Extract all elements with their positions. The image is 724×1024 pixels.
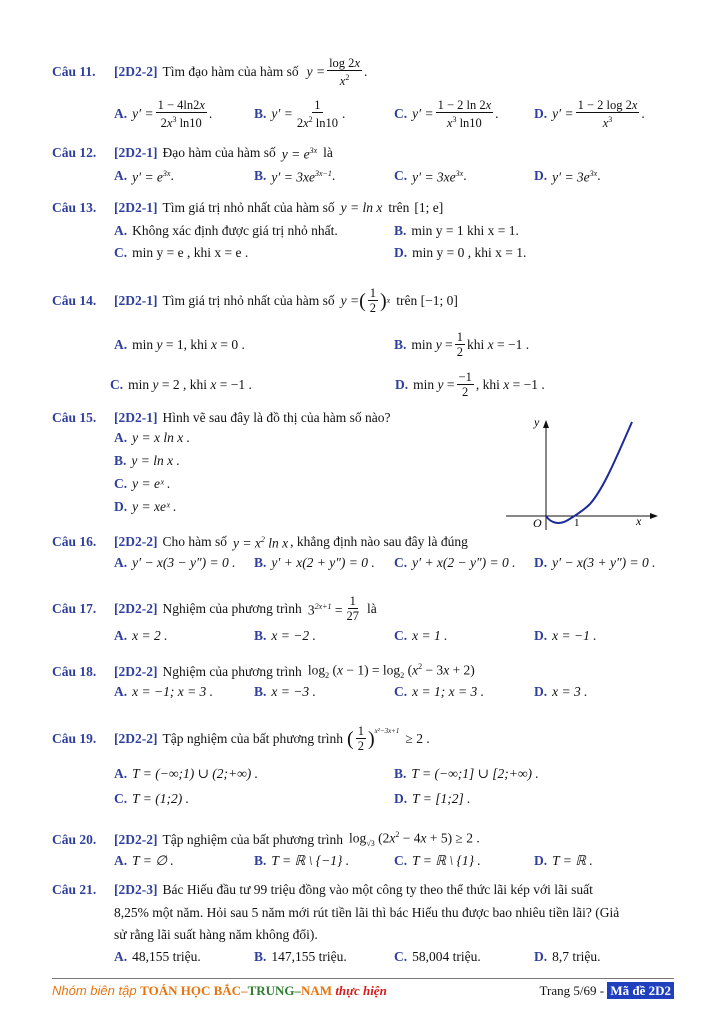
option-b[interactable]: B. T = ℝ \ {−1} . xyxy=(254,853,350,868)
option-c[interactable]: C. 58,004 triệu. xyxy=(394,949,481,964)
option-d[interactable]: D. $y' = 3e^{3x}$ . xyxy=(534,167,601,185)
x-axis-label: x xyxy=(636,514,642,528)
footer-credit: Nhóm biên tập TOÁN HỌC BẮC–TRUNG–NAM thực hiện xyxy=(52,983,387,998)
question-number: Câu 21. xyxy=(52,882,97,897)
option-d[interactable]: D. x = −1 . xyxy=(534,628,597,643)
option-a[interactable]: A. Không xác định được giá trị nhỏ nhất. xyxy=(114,223,338,238)
page-number: Trang 5/69 - xyxy=(539,983,608,998)
formula: $y = e^{3x}$ xyxy=(281,146,318,162)
option-d[interactable]: D. y′ = $\frac{1 - 2 \log 2x}{x^3}$ . xyxy=(534,98,645,131)
question-number: Câu 19. xyxy=(52,730,97,746)
option-b[interactable]: B. x = −2 . xyxy=(254,628,316,643)
question-11: Câu 11. [2D2-2] Tìm đạo hàm của hàm số y = $\frac{\log 2x}{x^2}$ . xyxy=(52,56,368,89)
option-a[interactable]: A. y′ − x(3 − y″) = 0 . xyxy=(114,555,236,570)
question-number: Câu 13. xyxy=(52,200,97,215)
option-a[interactable]: A. T = ∅ . xyxy=(114,853,174,868)
question-17: Câu 17. [2D2-2] Nghiệm của phương trình $3^{2x+1}$ = $\frac{1}{27}$ là xyxy=(52,594,377,623)
options-19-row2 xyxy=(114,789,674,809)
option-d[interactable]: D. T = [1;2] . xyxy=(394,791,471,806)
question-stem: Tìm đạo hàm của hàm số xyxy=(162,64,299,80)
question-21 xyxy=(52,880,676,900)
options-14-row2 xyxy=(110,370,670,399)
formula: y = ln x xyxy=(340,200,383,215)
option-c[interactable]: C. T = ℝ \ {1} . xyxy=(394,853,481,868)
option-a[interactable]: A. 48,155 triệu. xyxy=(114,949,201,964)
option-c[interactable]: C. y = eˣ . xyxy=(114,476,171,491)
question-number: Câu 18. xyxy=(52,663,97,679)
question-stem: Tìm giá trị nhỏ nhất của hàm số xyxy=(162,292,335,308)
option-a[interactable]: A. T = (−∞;1) ∪ (2;+∞) . xyxy=(114,766,259,781)
question-code: [2D2-2] xyxy=(114,663,158,679)
question-14: Câu 14. [2D2-1] Tìm giá trị nhỏ nhất của hàm số y = ( $\frac{1}{2}$ ) x trên [−1; 0] xyxy=(52,286,458,315)
question-stem: Tập nghiệm của bất phương trình xyxy=(162,730,344,746)
question-21-stem-continued: 8,25% một năm. Hỏi sau 5 năm mới rút tiền lãi thì bác Hiếu thu được bao nhiêu tiền lãi? (Giả sử rằng lãi suất hàng năm không đổi). xyxy=(114,905,620,942)
option-d[interactable]: D. min y = $\frac{-1}{2}$ , khi x = −1 . xyxy=(395,370,545,399)
question-stem: Nghiệm của phương trình xyxy=(162,600,302,616)
footer-page-info xyxy=(540,983,674,999)
page-footer xyxy=(52,978,674,1003)
question-number: Câu 14. xyxy=(52,292,97,308)
origin-label: O xyxy=(533,516,542,530)
question-code: [2D2-1] xyxy=(114,144,158,160)
option-b[interactable]: B. y = ln x . xyxy=(114,453,180,468)
question-code: [2D2-1] xyxy=(114,292,158,308)
question-number: Câu 12. xyxy=(52,144,97,160)
options-13-row1 xyxy=(114,221,674,241)
question-code: [2D2-3] xyxy=(114,882,158,897)
option-c[interactable]: C. x = 1 . xyxy=(394,628,448,643)
question-stem: Hình vẽ sau đây là đồ thị của hàm số nào? xyxy=(162,410,391,425)
tick-label-1: 1 xyxy=(574,517,580,529)
question-number: Câu 20. xyxy=(52,831,97,847)
option-b[interactable]: B. T = (−∞;1] ∪ [2;+∞) . xyxy=(394,766,539,781)
options-17 xyxy=(114,626,674,646)
question-code: [2D2-2] xyxy=(114,64,158,80)
formula: $\log_2 (x - 1) = \log_2 (x^2 - 3x + 2)$ xyxy=(307,662,475,681)
formula: $\log_{√3} (2x^2 - 4x + 5) \ge 2$ . xyxy=(349,830,480,849)
option-b[interactable]: B. 147,155 triệu. xyxy=(254,949,347,964)
option-a[interactable]: A. $y' = e^{3x}$ . xyxy=(114,167,174,185)
option-c[interactable]: C. min y = e , khi x = e . xyxy=(114,245,249,260)
options-21 xyxy=(114,947,674,967)
question-code: [2D2-1] xyxy=(114,410,158,425)
question-stem: Bác Hiếu đầu tư 99 triệu đồng vào một công ty theo thể thức lãi kép với lãi suất xyxy=(162,882,593,897)
options-20 xyxy=(114,851,674,871)
question-code: [2D2-2] xyxy=(114,533,158,549)
option-d[interactable]: D. y = xeˣ . xyxy=(114,499,177,514)
formula: $3^{2x+1}$ = xyxy=(307,601,343,618)
options-14-row1 xyxy=(114,330,674,359)
options-13-row2 xyxy=(114,243,674,263)
options-19-row1 xyxy=(114,764,674,784)
option-a[interactable]: A. x = 2 . xyxy=(114,628,168,643)
option-a[interactable]: A. min y = 1, khi x = 0 . xyxy=(114,336,245,352)
option-b[interactable]: B. min y = $\frac{1}{2}$ khi x = −1 . xyxy=(394,330,530,359)
question-code: [2D2-2] xyxy=(114,730,158,746)
question-stem: Cho hàm số xyxy=(162,533,228,549)
options-15 xyxy=(114,426,190,518)
option-a[interactable]: A. y = x ln x . xyxy=(114,430,190,445)
option-d[interactable]: D. y′ − x(3 + y″) = 0 . xyxy=(534,555,656,570)
option-c[interactable]: C. $y' = 3xe^{3x}$ . xyxy=(394,167,467,185)
option-b[interactable]: B. y′ + x(2 + y″) = 0 . xyxy=(254,555,375,570)
formula: y = xyxy=(340,292,360,308)
option-a[interactable]: A. y′ = $\frac{1 - 4\ln 2x}{2x^3 \ln 10}$ . xyxy=(114,98,213,131)
question-12: Câu 12. [2D2-1] Đạo hàm của hàm số $y = e^{3x}$ là xyxy=(52,141,676,165)
options-12 xyxy=(114,164,674,188)
question-stem: Đạo hàm của hàm số xyxy=(162,144,276,160)
x-axis-arrow xyxy=(650,513,658,519)
option-b[interactable]: B. y′ = $\frac{1}{2x^2 \ln 10}$ . xyxy=(254,98,346,131)
option-d[interactable]: D. T = ℝ . xyxy=(534,853,593,868)
option-d[interactable]: D. 8,7 triệu. xyxy=(534,949,601,964)
option-c[interactable]: C. x = 1; x = 3 . xyxy=(394,684,484,699)
question-19: Câu 19. [2D2-2] Tập nghiệm của bất phương trình ( $\frac{1}{2}$ ) $^{x^2-3x+1}$ ≥ 2 . xyxy=(52,724,430,753)
option-c[interactable]: C. min y = 2 , khi x = −1 . xyxy=(110,376,252,392)
options-16 xyxy=(114,553,674,573)
question-16: Câu 16. [2D2-2] Cho hàm số $y = x^2$ ln x , khẳng định nào sau đây là đúng xyxy=(52,530,676,554)
question-stem: Tập nghiệm của bất phương trình xyxy=(162,831,344,847)
question-number: Câu 17. xyxy=(52,600,97,616)
option-d[interactable]: D. x = 3 . xyxy=(534,684,588,699)
options-11 xyxy=(114,98,674,130)
question-code: [2D2-2] xyxy=(114,600,158,616)
question-number: Câu 11. xyxy=(52,64,96,80)
function-graph xyxy=(506,412,662,530)
y-axis-label: y xyxy=(534,415,540,429)
options-18 xyxy=(114,682,674,702)
option-c[interactable]: C. T = (1;2) . xyxy=(114,791,189,806)
question-stem: Nghiệm của phương trình xyxy=(162,663,302,679)
formula-fraction: $\frac{\log 2x}{x^2}$ xyxy=(329,56,360,89)
question-code: [2D2-2] xyxy=(114,831,158,847)
curve xyxy=(546,422,632,523)
question-stem: Tìm giá trị nhỏ nhất của hàm số xyxy=(162,200,335,215)
option-b[interactable]: B. $y' = 3xe^{3x-1}$ . xyxy=(254,167,336,185)
question-number: Câu 16. xyxy=(52,533,97,549)
option-b[interactable]: B. min y = 1 khi x = 1. xyxy=(394,223,519,238)
question-13: Câu 13. [2D2-1] Tìm giá trị nhỏ nhất của hàm số y = ln x trên [1; e] xyxy=(52,198,676,218)
y-axis-arrow xyxy=(543,420,549,428)
option-c[interactable]: C. y′ = $\frac{1 - 2 \ln 2x}{x^3 \ln 10}$ . xyxy=(394,98,499,131)
question-20 xyxy=(52,825,676,854)
formula: $y = x^2$ ln x xyxy=(233,535,289,551)
interval: [1; e] xyxy=(414,200,444,215)
option-c[interactable]: C. y′ + x(2 − y″) = 0 . xyxy=(394,555,516,570)
question-code: [2D2-1] xyxy=(114,200,158,215)
question-number: Câu 15. xyxy=(52,410,97,425)
option-a[interactable]: A. x = −1; x = 3 . xyxy=(114,684,214,699)
option-b[interactable]: B. x = −3 . xyxy=(254,684,316,699)
formula: y = xyxy=(306,64,326,80)
option-d[interactable]: D. min y = 0 , khi x = 1. xyxy=(394,245,527,260)
exam-code: Mã đề 2D2 xyxy=(607,982,674,999)
